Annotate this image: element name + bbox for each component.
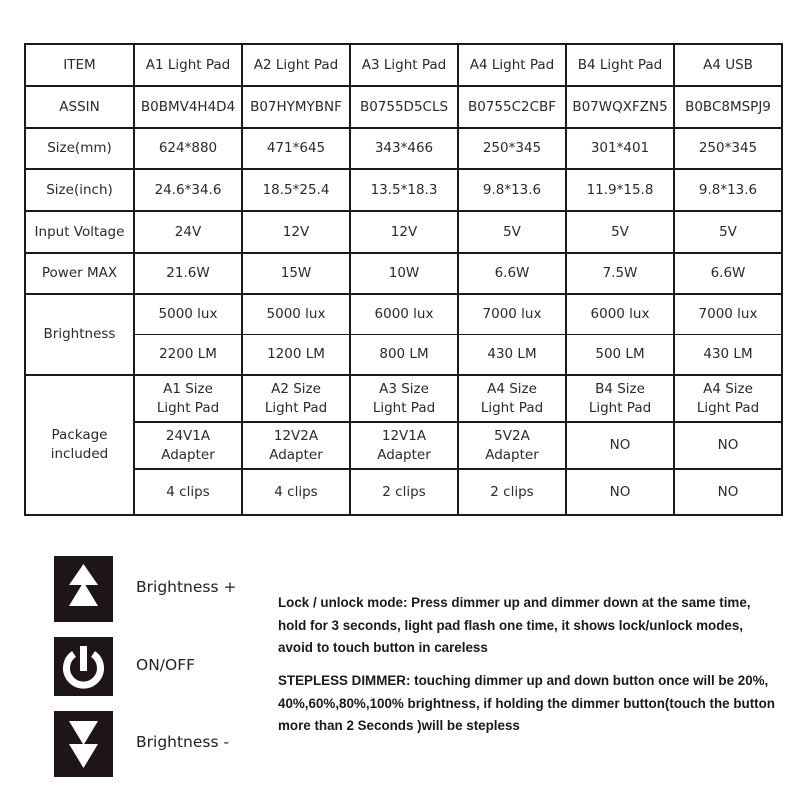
- package-cell: [674, 422, 782, 469]
- table-cell: 5V: [458, 211, 566, 253]
- table-cell: 10W: [350, 253, 458, 294]
- legend-brightness-down: [54, 711, 113, 777]
- table-cell: B07WQXFZN5: [566, 86, 674, 128]
- double-down-arrow-icon: [54, 711, 113, 777]
- column-header: A4 USB: [674, 44, 782, 86]
- table-cell: 12V: [350, 211, 458, 253]
- package-cell-line2: Adapter: [269, 446, 323, 463]
- package-cell-line2: Light Pad: [156, 399, 220, 416]
- clips-cell: 4 clips: [134, 469, 242, 515]
- column-header: A3 Light Pad: [350, 44, 458, 86]
- package-cell: [242, 422, 350, 469]
- table-cell: 11.9*15.8: [566, 169, 674, 211]
- package-cell: [674, 375, 782, 422]
- table-cell: 7.5W: [566, 253, 674, 294]
- table-cell: 250*345: [674, 128, 782, 169]
- package-cell-line1: A3 Size: [379, 380, 429, 397]
- brightness-label: Brightness: [25, 294, 134, 375]
- brightness-lumen-row: [25, 335, 782, 376]
- package-cell-line1: A4 Size: [703, 380, 753, 397]
- package-cell: [458, 422, 566, 469]
- lumen-cell: 800 LM: [350, 335, 458, 376]
- table-cell: B0BMV4H4D4: [134, 86, 242, 128]
- package-cell-line1: A1 Size: [163, 380, 213, 397]
- row-label: ASSIN: [25, 86, 134, 128]
- table-cell: B0755D5CLS: [350, 86, 458, 128]
- package-label-line2: included: [50, 446, 109, 462]
- stepless-dimmer-note: [278, 670, 778, 738]
- lumen-cell: 430 LM: [674, 335, 782, 376]
- package-cell-line1: A4 Size: [487, 380, 537, 397]
- clips-cell: NO: [674, 469, 782, 515]
- package-cell: [350, 422, 458, 469]
- package-cell-line2: Light Pad: [696, 399, 760, 416]
- legend-on-off: [54, 637, 113, 696]
- package-cell-line1: 5V2A: [494, 427, 530, 444]
- lock-mode-note: [278, 592, 778, 660]
- table-cell: 24V: [134, 211, 242, 253]
- stepless-dimmer-text: STEPLESS DIMMER: touching dimmer up and down button once will be 20%, 40%,60%,80%,100% brightness, if holding the dimmer button(touch the button more than 2 Seconds )will be stepless: [278, 673, 775, 733]
- lux-cell: 5000 lux: [242, 294, 350, 335]
- package-cell: [242, 375, 350, 422]
- table-row: [25, 128, 782, 169]
- table-cell: B0755C2CBF: [458, 86, 566, 128]
- package-cell-line1: 12V1A: [381, 427, 427, 444]
- package-cell-line2: Light Pad: [480, 399, 544, 416]
- clips-cell: 2 clips: [458, 469, 566, 515]
- row-label: Size(inch): [25, 169, 134, 211]
- table-row: [25, 169, 782, 211]
- package-cell: [458, 375, 566, 422]
- table-cell: 343*466: [350, 128, 458, 169]
- table-cell: 6.6W: [458, 253, 566, 294]
- row-label: Size(mm): [25, 128, 134, 169]
- lux-cell: 7000 lux: [674, 294, 782, 335]
- package-cell: [350, 375, 458, 422]
- lux-cell: 6000 lux: [566, 294, 674, 335]
- table-cell: 6.6W: [674, 253, 782, 294]
- table-cell: B07HYMYBNF: [242, 86, 350, 128]
- package-light-pad-row: [25, 375, 782, 422]
- package-cell-line2: Light Pad: [264, 399, 328, 416]
- clips-cell: 2 clips: [350, 469, 458, 515]
- package-cell-line1: NO: [609, 437, 631, 453]
- power-icon: [54, 637, 113, 696]
- table-cell: 5V: [674, 211, 782, 253]
- brightness-lux-row: [25, 294, 782, 335]
- table-cell: 12V: [242, 211, 350, 253]
- lumen-cell: 430 LM: [458, 335, 566, 376]
- package-cell-line2: Light Pad: [372, 399, 436, 416]
- column-header: A1 Light Pad: [134, 44, 242, 86]
- table-cell: 5V: [566, 211, 674, 253]
- table-cell: 9.8*13.6: [674, 169, 782, 211]
- table-cell: 21.6W: [134, 253, 242, 294]
- legend-label-on-off: ON/OFF: [136, 656, 196, 674]
- lumen-cell: 1200 LM: [242, 335, 350, 376]
- lumen-cell: 2200 LM: [134, 335, 242, 376]
- table-cell: 18.5*25.4: [242, 169, 350, 211]
- row-label: Power MAX: [25, 253, 134, 294]
- clips-cell: 4 clips: [242, 469, 350, 515]
- table-row: [25, 211, 782, 253]
- package-cell: [134, 422, 242, 469]
- table-cell: 13.5*18.3: [350, 169, 458, 211]
- lumen-cell: 500 LM: [566, 335, 674, 376]
- table-cell: 301*401: [566, 128, 674, 169]
- package-clips-row: [25, 469, 782, 515]
- table-cell: 15W: [242, 253, 350, 294]
- table-cell: B0BC8MSPJ9: [674, 86, 782, 128]
- package-label: [25, 375, 134, 515]
- table-cell: 624*880: [134, 128, 242, 169]
- spec-table: [24, 43, 783, 516]
- package-cell-line1: B4 Size: [595, 380, 645, 397]
- package-cell-line2: Adapter: [485, 446, 539, 463]
- package-cell-line1: NO: [717, 437, 739, 453]
- package-cell: [566, 422, 674, 469]
- legend-label-brightness-up: Brightness +: [136, 578, 237, 596]
- header-row: [25, 44, 782, 86]
- package-cell-line1: 24V1A: [165, 427, 211, 444]
- legend-brightness-up: [54, 556, 113, 622]
- column-header: A2 Light Pad: [242, 44, 350, 86]
- package-adapter-row: [25, 422, 782, 469]
- package-cell-line2: Adapter: [161, 446, 215, 463]
- column-header: A4 Light Pad: [458, 44, 566, 86]
- lux-cell: 6000 lux: [350, 294, 458, 335]
- package-cell-line1: 12V2A: [273, 427, 319, 444]
- header-label: ITEM: [25, 44, 134, 86]
- legend-label-brightness-down: Brightness -: [136, 733, 230, 751]
- lux-cell: 5000 lux: [134, 294, 242, 335]
- table-cell: 250*345: [458, 128, 566, 169]
- table-row: [25, 253, 782, 294]
- lux-cell: 7000 lux: [458, 294, 566, 335]
- package-label-line1: Package: [51, 427, 108, 443]
- row-label: Input Voltage: [25, 211, 134, 253]
- package-cell-line2: Light Pad: [588, 399, 652, 416]
- table-row: [25, 86, 782, 128]
- package-cell: [566, 375, 674, 422]
- lock-mode-text: Lock / unlock mode: Press dimmer up and dimmer down at the same time, hold for 3 seconds, light pad flash one time, it shows lock/unlock modes, avoid to touch button in careless: [278, 595, 751, 655]
- table-cell: 24.6*34.6: [134, 169, 242, 211]
- table-cell: 471*645: [242, 128, 350, 169]
- table-cell: 9.8*13.6: [458, 169, 566, 211]
- package-cell: [134, 375, 242, 422]
- package-cell-line1: A2 Size: [271, 380, 321, 397]
- double-up-arrow-icon: [54, 556, 113, 622]
- column-header: B4 Light Pad: [566, 44, 674, 86]
- clips-cell: NO: [566, 469, 674, 515]
- package-cell-line2: Adapter: [377, 446, 431, 463]
